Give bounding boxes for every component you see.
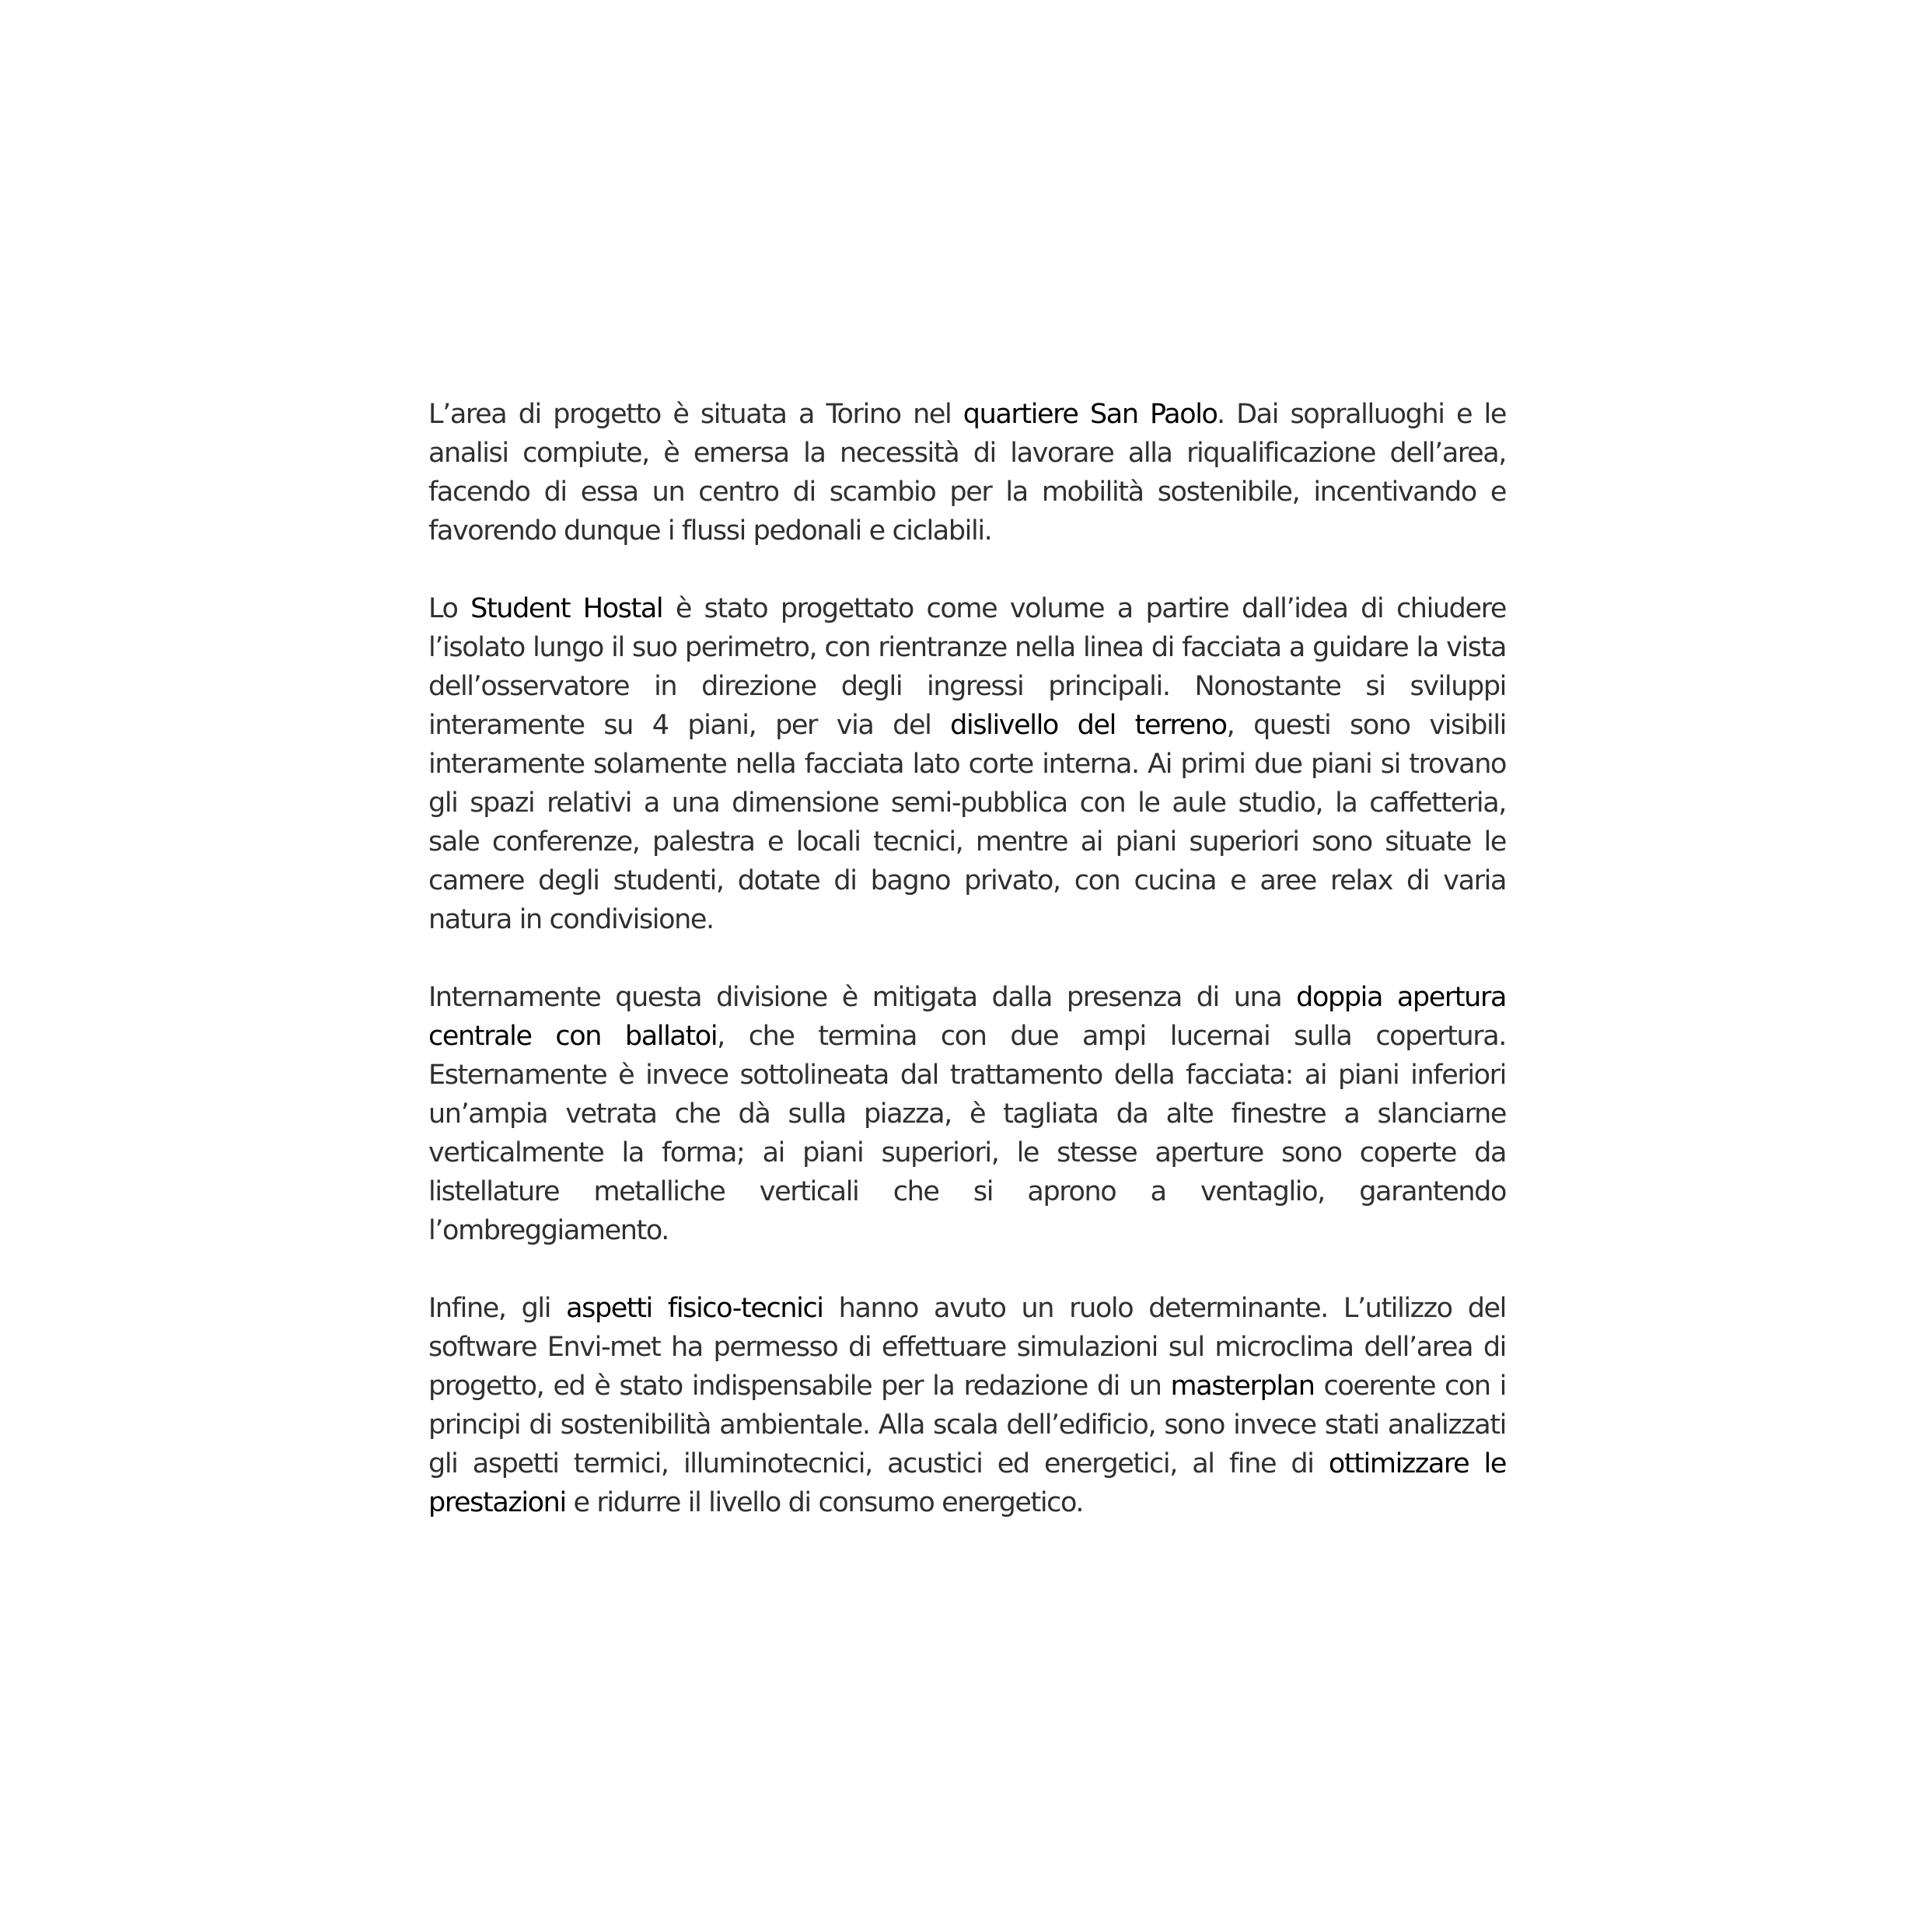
text-run: Lo [428, 593, 471, 624]
highlighted-term: dislivello del terreno [950, 710, 1227, 741]
text-run: hanno avuto un ruolo determinante. L’utilizzo del software Envi-met ha permesso di effettuare simulazioni sul microclima dell’area di progetto, ed è stato indispensabile per la redazione di un [428, 1293, 1506, 1402]
paragraph-technical-aspects [428, 1289, 1506, 1522]
text-run: coerente con i principi di sostenibilità ambientale. Alla scala dell’edificio, sono invece stati analizzati gli aspetti termici, illuminotecnici, acustici ed energetici, al fine di [428, 1371, 1506, 1479]
text-run: . Dai sopralluoghi e le analisi compiute, è emersa la necessità di lavorare alla riqualificazione dell’area, facendo di essa un centro di scambio per la mobilità sostenibile, incentivando e favorendo dunque i flussi pedonali e ciclabili. [428, 399, 1506, 547]
text-run: Internamente questa divisione è mitigata dalla presenza di una [428, 982, 1297, 1013]
highlighted-term: aspetti fisico-tecnici [566, 1293, 823, 1324]
text-run: Infine, gli [428, 1293, 567, 1324]
text-run: e ridurre il livello di consumo energetico. [565, 1487, 1084, 1518]
text-run: , questi sono visibili interamente solamente nella facciata lato corte interna. Ai primi due piani si trovano gli spazi relativi a una dimensione semi-pubblica con le aule studio, la caffetteria, sale conferenze, palestra e locali tecnici, mentre ai piani superiori sono situate le camere degli studenti, dotate di bagno privato, con cucina e aree relax di varia natura in condivisione. [428, 710, 1506, 935]
paragraph-student-hostal [428, 589, 1506, 939]
highlighted-term: masterplan [1170, 1371, 1315, 1402]
highlighted-term: Student Hostal [470, 593, 663, 624]
body-text [428, 395, 1506, 1522]
paragraph-intro [428, 395, 1506, 550]
highlighted-term: ottimizzare le prestazioni [428, 1448, 1507, 1518]
text-run: L’area di progetto è situata a Torino nel [428, 399, 963, 430]
highlighted-term: doppia apertura centrale con ballatoi [428, 982, 1506, 1052]
highlighted-term: quartiere San Paolo [963, 399, 1217, 430]
text-run: è stato progettato come volume a partire dall’idea di chiudere l’isolato lungo il suo perimetro, con rientranze nella linea di facciata a guidare la vista dell’osservatore in direzione degli ingressi principali. Nonostante si sviluppi interamente su 4 piani, per via del [428, 593, 1506, 741]
text-run: , che termina con due ampi lucernai sulla copertura. Esternamente è invece sottolineata dal trattamento della facciata: ai piani inferiori un’ampia vetrata che dà sulla piazza, è tagliata da alte finestre a slanciarne verticalmente la forma; ai piani superiori, le stesse aperture sono coperte da listellature metalliche verticali che si aprono a ventaglio, garantendo l’ombreggiamento. [428, 1021, 1506, 1246]
paragraph-internal-division [428, 978, 1506, 1250]
